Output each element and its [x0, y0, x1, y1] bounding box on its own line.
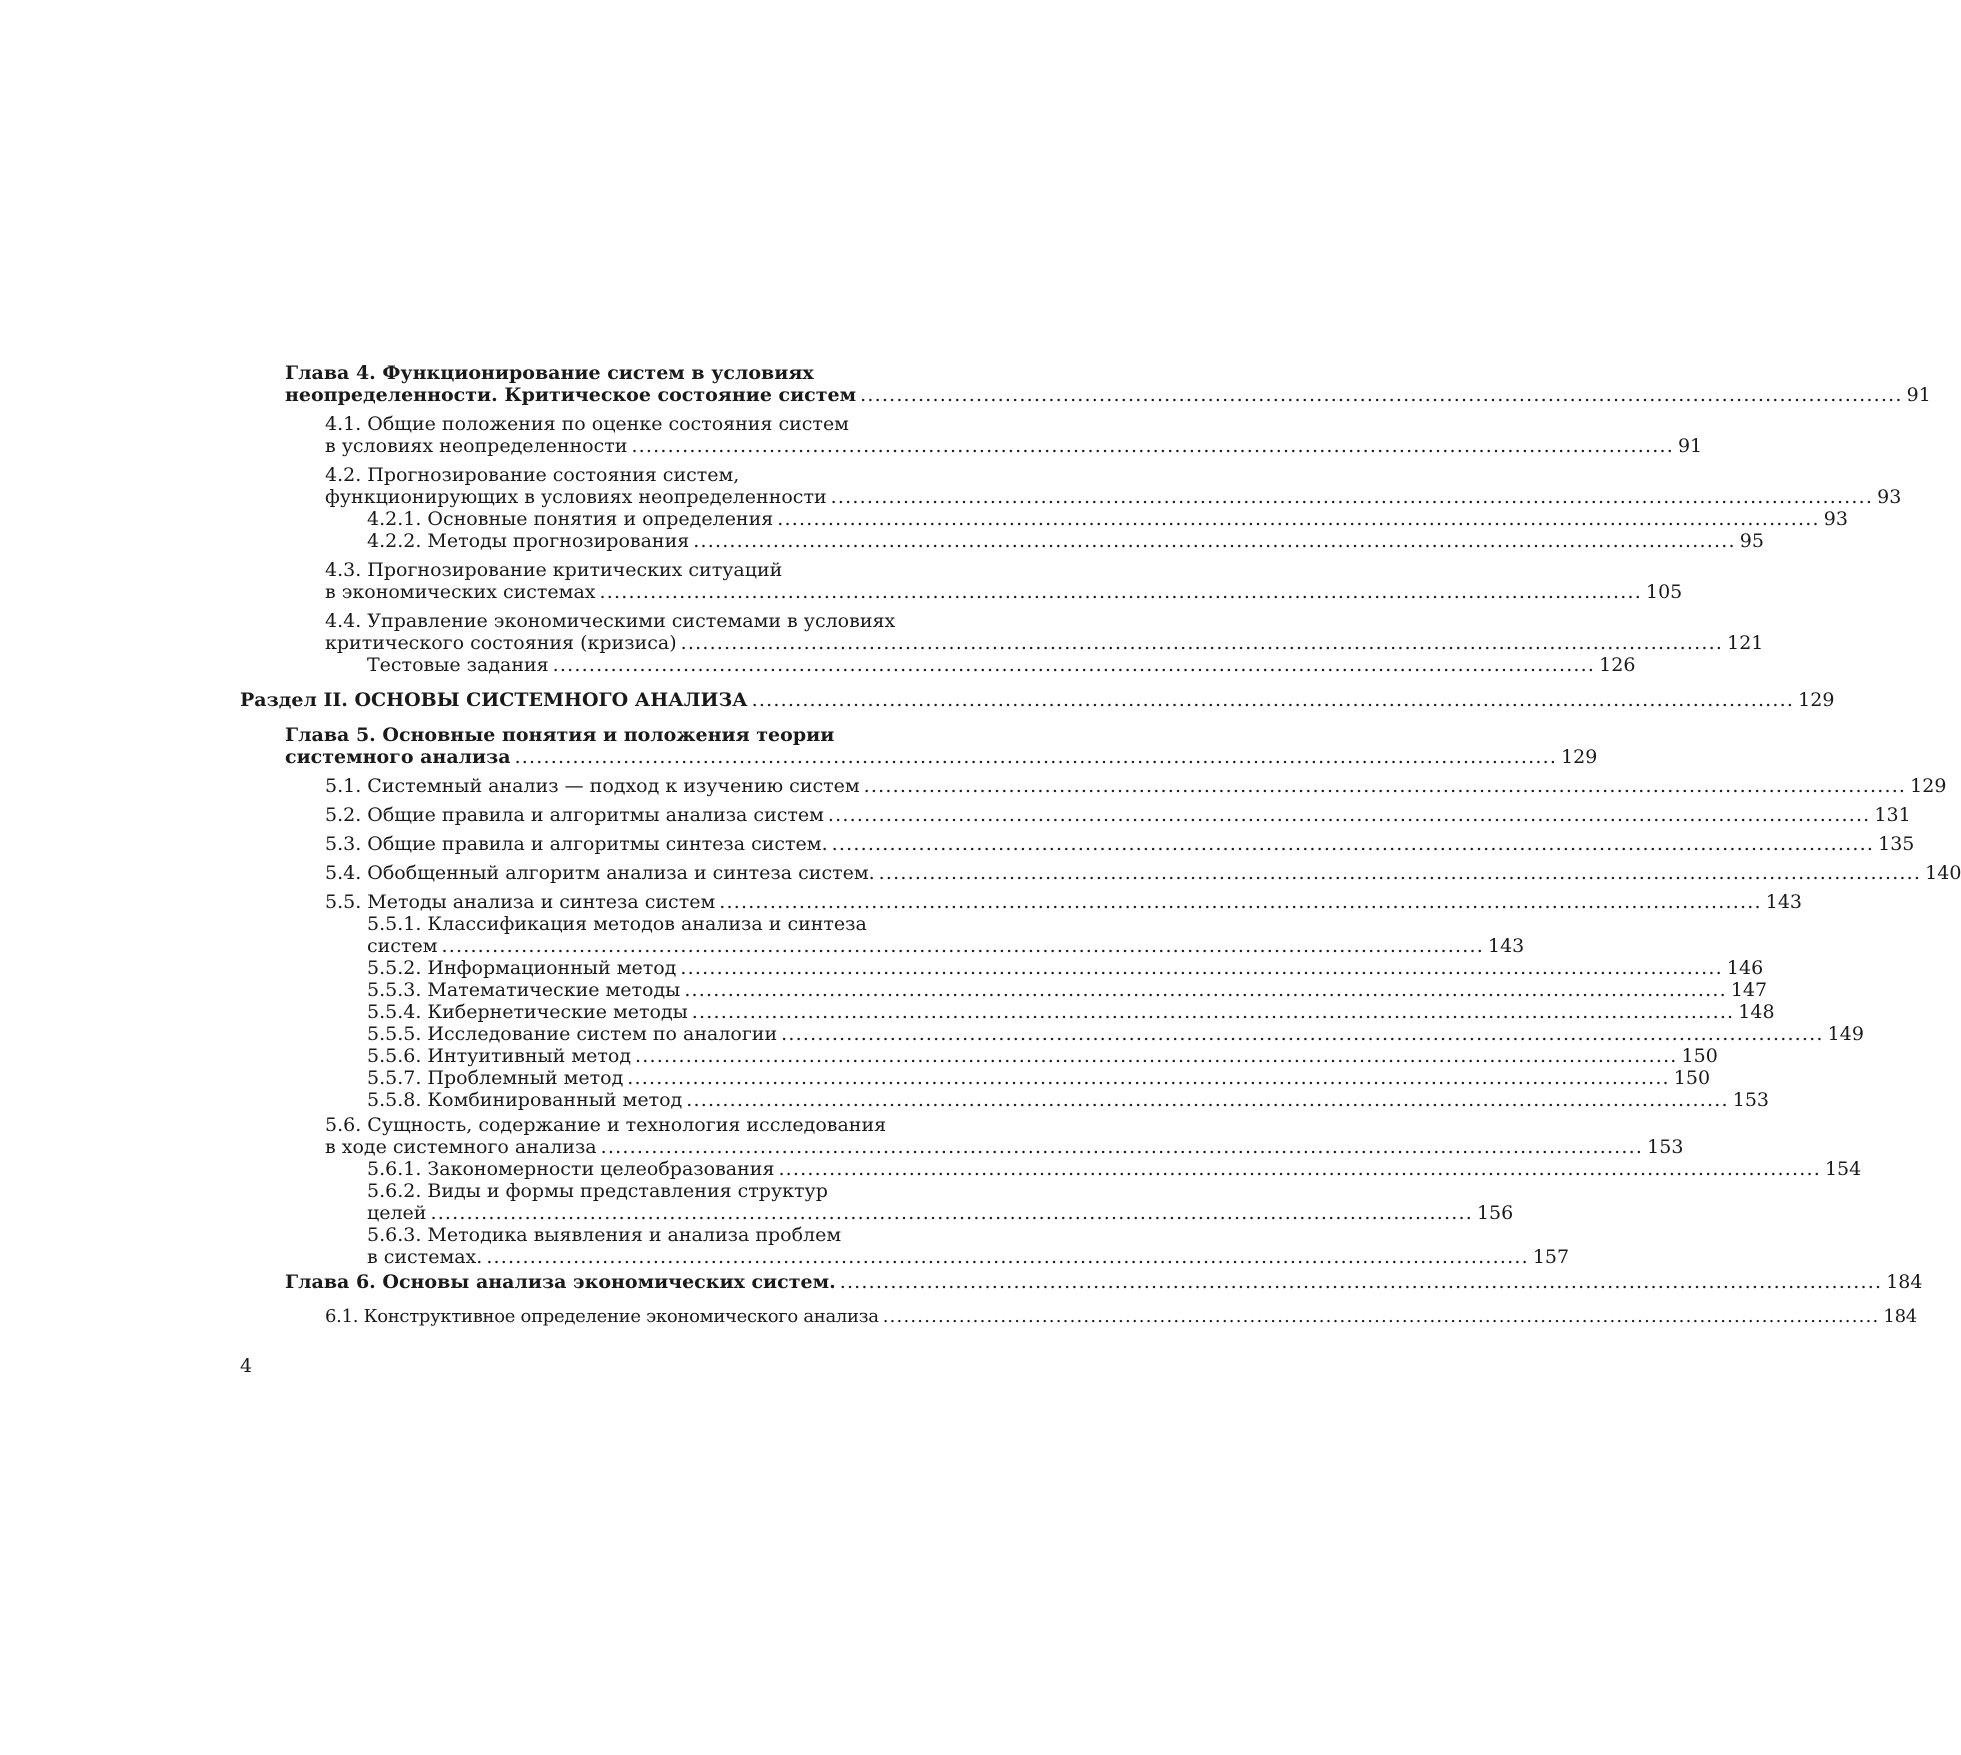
toc-entry-title: критического состояния (кризиса) — [325, 632, 677, 654]
table-of-contents — [240, 362, 1961, 1328]
toc-entry-title: 5.4. Обобщенный алгоритм анализа и синтеза систем. — [325, 862, 875, 884]
toc-page-number: 184 — [1886, 1271, 1923, 1293]
dot-leader: ................................................................................................................................................ — [860, 384, 1903, 406]
toc-entry-title: 5.5. Методы анализа и синтеза систем — [325, 891, 716, 913]
toc-entry-part-2 — [240, 689, 1835, 711]
toc-entry-5-1 — [325, 775, 1947, 797]
dot-leader: ................................................................................................................................................ — [684, 979, 1727, 1001]
toc-page-number: 184 — [1883, 1306, 1917, 1327]
toc-entry-title: 5.2. Общие правила и алгоритмы анализа систем — [325, 804, 824, 826]
toc-entry-title: 5.5.7. Проблемный метод — [367, 1067, 624, 1089]
toc-entry-5-6-2 — [367, 1180, 1514, 1224]
toc-page-number: 147 — [1730, 979, 1768, 1001]
toc-page-number: 148 — [1738, 1001, 1775, 1023]
toc-entry-title: 5.5.2. Информационный метод — [367, 957, 677, 979]
dot-leader: ................................................................................................................................................ — [691, 1001, 1735, 1023]
toc-entry-title: функционирующих в условиях неопределенности — [325, 486, 827, 508]
dot-leader: ................................................................................................................................................ — [635, 1045, 1678, 1067]
toc-page-number: 93 — [1877, 486, 1902, 508]
dot-leader: ................................................................................................................................................ — [882, 1306, 1880, 1327]
toc-page-number: 91 — [1677, 435, 1703, 457]
dot-leader: ................................................................................................................................................ — [680, 957, 1723, 979]
toc-entry-title: Глава 6. Основы анализа экономических систем. — [285, 1271, 836, 1293]
dot-leader: ................................................................................................................................................ — [514, 746, 1558, 768]
dot-leader: ................................................................................................................................................ — [486, 1246, 1529, 1268]
toc-entry-title: 5.3. Общие правила и алгоритмы синтеза систем. — [325, 833, 828, 855]
toc-page-number: 95 — [1739, 530, 1764, 552]
dot-leader: ................................................................................................................................................ — [600, 1136, 1644, 1158]
toc-entry-title: 5.6.2. Виды и формы представления структур — [367, 1180, 828, 1202]
dot-leader: ................................................................................................................................................ — [830, 486, 1874, 508]
dot-leader: ................................................................................................................................................ — [778, 1158, 1821, 1180]
dot-leader: ................................................................................................................................................ — [751, 689, 1795, 711]
toc-entry-chapter-6 — [285, 1271, 1923, 1293]
dot-leader: ................................................................................................................................................ — [631, 435, 1674, 457]
toc-entry-5-4 — [325, 862, 1961, 884]
toc-page-number: 93 — [1823, 508, 1848, 530]
toc-page-number: 156 — [1476, 1202, 1514, 1224]
toc-entry-title: в ходе системного анализа — [325, 1136, 597, 1158]
toc-entry-title: систем — [367, 935, 438, 957]
dot-leader: ................................................................................................................................................ — [839, 1271, 1883, 1293]
toc-entry-title: целей — [367, 1202, 427, 1224]
toc-page-number: 154 — [1824, 1158, 1862, 1180]
toc-entry-title: 4.2.2. Методы прогнозирования — [367, 530, 690, 552]
toc-entry-4-2-1 — [367, 508, 1848, 530]
toc-entry-5-5-7 — [367, 1067, 1711, 1089]
toc-entry-title: 4.4. Управление экономическими системами в условиях — [325, 610, 896, 632]
toc-page-number: 153 — [1732, 1089, 1769, 1111]
toc-entry-5-6 — [325, 1114, 1684, 1158]
toc-page-number: 146 — [1726, 957, 1764, 979]
toc-entry-title: 5.6.3. Методика выявления и анализа проблем — [367, 1224, 842, 1246]
toc-entry-title: 4.1. Общие положения по оценке состояния систем — [325, 413, 849, 435]
dot-leader: ................................................................................................................................................ — [827, 804, 1871, 826]
toc-entry-title: 5.5.1. Классификация методов анализа и синтеза — [367, 913, 867, 935]
toc-entry-5-6-3 — [367, 1224, 1570, 1268]
toc-entry-5-5-1 — [367, 913, 1525, 957]
dot-leader: ................................................................................................................................................ — [863, 775, 1907, 797]
toc-entry-title: Раздел II. ОСНОВЫ СИСТЕМНОГО АНАЛИЗА — [240, 689, 748, 711]
toc-entry-title: 5.5.4. Кибернетические методы — [367, 1001, 688, 1023]
toc-entry-5-5-6 — [367, 1045, 1718, 1067]
toc-entry-title: Тестовые задания — [367, 654, 549, 676]
toc-entry-tests — [367, 654, 1636, 676]
toc-entry-title: 5.5.8. Комбинированный метод — [367, 1089, 683, 1111]
dot-leader: ................................................................................................................................................ — [599, 581, 1642, 603]
toc-entry-title: 5.6.1. Закономерности целеобразования — [367, 1158, 775, 1180]
toc-entry-4-2-2 — [367, 530, 1764, 552]
toc-entry-title: в условиях неопределенности — [325, 435, 628, 457]
toc-entry-title: 4.2.1. Основные понятия и определения — [367, 508, 774, 530]
dot-leader: ................................................................................................................................................ — [693, 530, 1736, 552]
toc-entry-title: 4.3. Прогнозирование критических ситуаций — [325, 559, 783, 581]
toc-entry-title: 4.2. Прогнозирование состояния систем, — [325, 464, 740, 486]
toc-page-number: 105 — [1646, 581, 1683, 603]
toc-entry-5-5-4 — [367, 1001, 1775, 1023]
toc-page-number: 140 — [1925, 862, 1961, 884]
dot-leader: ................................................................................................................................................ — [878, 862, 1922, 884]
toc-entry-5-5 — [325, 891, 1802, 913]
dot-leader: ................................................................................................................................................ — [781, 1023, 1824, 1045]
dot-leader: ................................................................................................................................................ — [552, 654, 1596, 676]
toc-page-number: 131 — [1874, 804, 1911, 826]
dot-leader: ................................................................................................................................................ — [441, 935, 1484, 957]
toc-page-number: 129 — [1798, 689, 1835, 711]
toc-entry-4-3 — [325, 559, 1683, 603]
toc-entry-5-2 — [325, 804, 1911, 826]
toc-entry-5-5-3 — [367, 979, 1768, 1001]
toc-page-number: 135 — [1878, 833, 1915, 855]
toc-page-number: 91 — [1906, 384, 1931, 406]
toc-page-number: 149 — [1827, 1023, 1864, 1045]
toc-entry-chapter-4 — [285, 362, 1931, 406]
toc-entry-title: неопределенности. Критическое состояние систем — [285, 384, 857, 406]
toc-page-number: 157 — [1532, 1246, 1570, 1268]
toc-entry-title: 5.5.6. Интуитивный метод — [367, 1045, 632, 1067]
toc-page-number: 126 — [1599, 654, 1636, 676]
toc-entry-4-1 — [325, 413, 1703, 457]
dot-leader: ................................................................................................................................................ — [719, 891, 1762, 913]
toc-entry-chapter-5 — [285, 724, 1598, 768]
toc-page-number: 143 — [1487, 935, 1525, 957]
toc-page-number: 143 — [1765, 891, 1802, 913]
toc-entry-title: в экономических системах — [325, 581, 596, 603]
dot-leader: ................................................................................................................................................ — [430, 1202, 1473, 1224]
toc-page-number: 121 — [1727, 632, 1764, 654]
toc-entry-title: 5.5.5. Исследование систем по аналогии — [367, 1023, 778, 1045]
toc-entry-5-5-2 — [367, 957, 1764, 979]
toc-entry-6-1 — [325, 1306, 1917, 1328]
toc-entry-5-5-5 — [367, 1023, 1864, 1045]
toc-entry-4-4 — [325, 610, 1764, 654]
toc-page-number: 153 — [1647, 1136, 1684, 1158]
dot-leader: ................................................................................................................................................ — [686, 1089, 1729, 1111]
dot-leader: ................................................................................................................................................ — [680, 632, 1724, 654]
dot-leader: ................................................................................................................................................ — [627, 1067, 1670, 1089]
toc-page-number: 129 — [1561, 746, 1598, 768]
dot-leader: ................................................................................................................................................ — [777, 508, 1820, 530]
toc-entry-title: 6.1. Конструктивное определение экономического анализа — [325, 1306, 879, 1327]
toc-entry-5-5-8 — [367, 1089, 1769, 1111]
dot-leader: ................................................................................................................................................ — [831, 833, 1875, 855]
toc-entry-title: системного анализа — [285, 746, 511, 768]
toc-entry-5-3 — [325, 833, 1915, 855]
toc-entry-title: Глава 5. Основные понятия и положения теории — [285, 724, 835, 746]
toc-entry-4-2 — [325, 464, 1902, 508]
toc-entry-5-6-1 — [367, 1158, 1862, 1180]
toc-entry-title: в системах. — [367, 1246, 483, 1268]
toc-entry-title: 5.6. Сущность, содержание и технология исследования — [325, 1114, 887, 1136]
toc-entry-title: 5.1. Системный анализ — подход к изучению систем — [325, 775, 860, 797]
toc-entry-title: 5.5.3. Математические методы — [367, 979, 681, 1001]
toc-page-number: 129 — [1910, 775, 1947, 797]
toc-page-number: 150 — [1681, 1045, 1718, 1067]
toc-entry-title: Глава 4. Функционирование систем в условиях — [285, 362, 814, 384]
toc-page-number: 150 — [1673, 1067, 1711, 1089]
page-number: 4 — [240, 1355, 253, 1377]
